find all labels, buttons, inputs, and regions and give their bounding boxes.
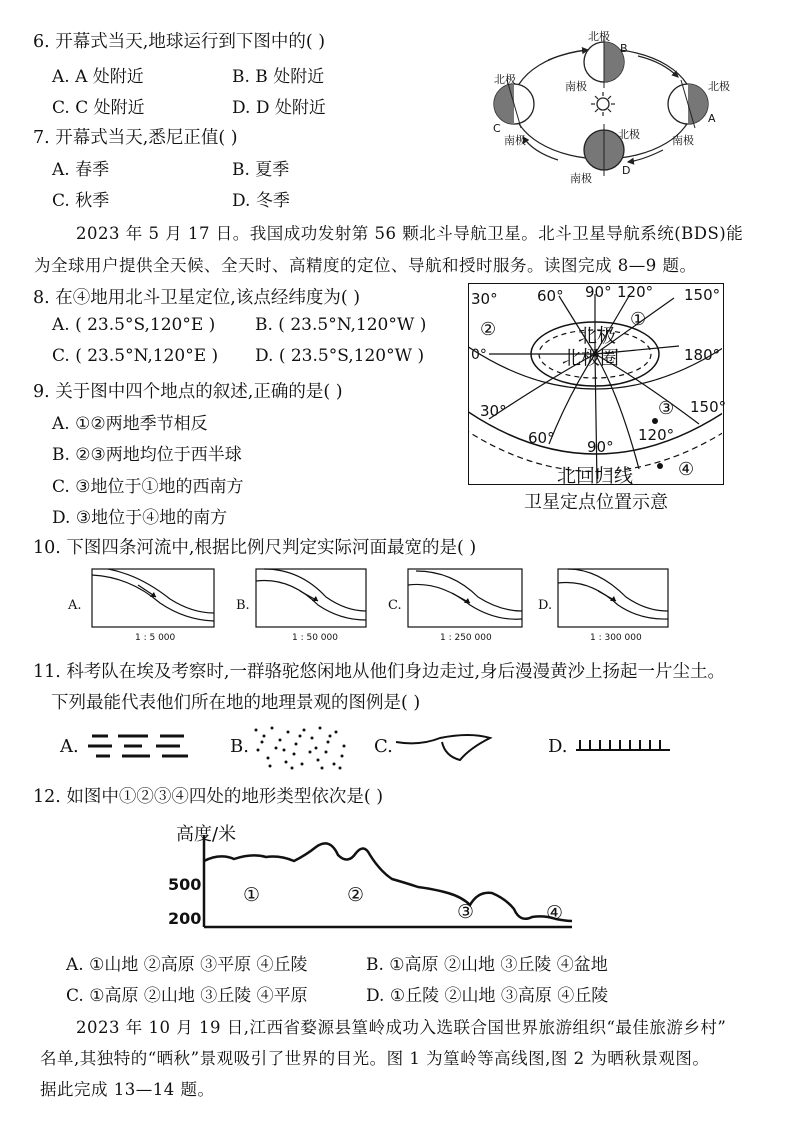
sat-lon-bottom-90: 90°: [587, 438, 614, 456]
q12-option-a[interactable]: A. ①山地 ②高原 ③平原 ④丘陵: [66, 955, 308, 975]
q12-option-c[interactable]: C. ①高原 ②山地 ③丘陵 ④平原: [66, 986, 308, 1006]
q10-scale-c: 1 : 250 000: [440, 633, 492, 643]
q9-option-d[interactable]: D. ③地位于④地的南方: [52, 508, 228, 528]
q10-scale-d: 1 : 300 000: [590, 633, 642, 643]
q8-option-b[interactable]: B. ( 23.5°N,120°W ): [255, 315, 427, 335]
sat-lon-bottom-120: 120°: [638, 426, 675, 444]
q10-letter-c[interactable]: C.: [388, 598, 402, 613]
q12-point-3: ③: [457, 901, 475, 923]
q12-point-2: ②: [347, 884, 365, 906]
q11-stem-line1: 11. 科考队在埃及考察时,一群骆驼悠闲地从他们身边走过,身后漫漫黄沙上扬起一片尘土。: [33, 662, 726, 682]
orbit-label-c: C: [493, 122, 501, 135]
q10-letter-b[interactable]: B.: [236, 598, 250, 613]
sat-arctic-circle: 北极圈: [562, 347, 620, 369]
q12-tick-500: 500: [168, 875, 202, 894]
q9-stem: 9. 关于图中四个地点的叙述,正确的是( ): [33, 382, 343, 402]
sat-point-4: ④: [678, 459, 695, 480]
sat-lon-side-180: 180°: [684, 346, 721, 364]
q6-option-b[interactable]: B. B 处附近: [232, 67, 325, 87]
orbit-north-pole-d: 北极: [618, 128, 640, 141]
q9-option-a[interactable]: A. ①②两地季节相反: [52, 414, 208, 434]
q6-option-c[interactable]: C. C 处附近: [52, 98, 145, 118]
sat-lon-top-90: 90°: [585, 283, 612, 301]
q7-option-c[interactable]: C. 秋季: [52, 191, 110, 211]
orbit-label-a: A: [708, 112, 716, 125]
q12-option-b[interactable]: B. ①高原 ②山地 ③丘陵 ④盆地: [366, 955, 608, 975]
q8-stem: 8. 在④地用北斗卫星定位,该点经纬度为( ): [33, 288, 361, 308]
orbit-south-pole-a: 南极: [672, 134, 694, 147]
sat-point-2: ②: [480, 319, 497, 340]
q12-point-4: ④: [546, 902, 564, 924]
q12-tick-200: 200: [168, 909, 202, 928]
q12-option-d[interactable]: D. ①丘陵 ②山地 ③高原 ④丘陵: [366, 986, 609, 1006]
q10-scale-b: 1 : 50 000: [292, 633, 338, 643]
orbit-south-pole-d: 南极: [570, 172, 592, 185]
q10-stem: 10. 下图四条河流中,根据比例尺判定实际河面最宽的是( ): [33, 538, 477, 558]
sat-point-1: ①: [630, 309, 647, 330]
sand-dots: [255, 727, 346, 770]
sat-tropic-label: 北回归线: [557, 465, 634, 487]
q11-option-b[interactable]: B.: [230, 736, 249, 757]
q7-option-d[interactable]: D. 冬季: [232, 191, 290, 211]
q7-option-b[interactable]: B. 夏季: [232, 160, 290, 180]
intro-13-14-line1: 2023 年 10 月 19 日,江西省婺源县篁岭成功入选联合国世界旅游组织“最佳旅游乡村”: [76, 1018, 727, 1037]
q7-stem: 7. 开幕式当天,悉尼正值( ): [33, 128, 238, 148]
q6-stem: 6. 开幕式当天,地球运行到下图中的( ): [33, 32, 326, 52]
sat-lon-top-60: 60°: [537, 287, 564, 305]
intro-8-9-line1: 2023 年 5 月 17 日。我国成功发射第 56 颗北斗导航卫星。北斗卫星导航系统(BDS)能: [76, 224, 744, 243]
intro-13-14-line3: 据此完成 13—14 题。: [40, 1080, 215, 1099]
landscape-legends: [0, 722, 794, 772]
intro-13-14-line2: 名单,其独特的“晒秋”景观吸引了世界的目光。图 1 为篁岭等高线图,图 2 为晒秋景观图。: [40, 1049, 710, 1068]
q12-y-label: 高度/米: [176, 824, 237, 845]
orbit-north-pole-top: 北极: [588, 30, 610, 43]
orbit-north-pole-c: 北极: [494, 73, 516, 86]
sat-lon-side-0: 0°: [471, 347, 487, 363]
orbit-south-pole-c: 南极: [504, 134, 526, 147]
river-maps: [0, 565, 794, 635]
q10-letter-a[interactable]: A.: [68, 598, 82, 613]
satellite-caption: 卫星定点位置示意: [524, 492, 668, 513]
q11-option-d[interactable]: D.: [548, 736, 568, 757]
sat-lon-top-120: 120°: [617, 283, 654, 301]
q8-option-a[interactable]: A. ( 23.5°S,120°E ): [52, 315, 216, 335]
q11-option-c[interactable]: C.: [374, 736, 393, 757]
q10-scale-a: 1 : 5 000: [135, 633, 176, 643]
q11-stem-line2: 下列最能代表他们所在地的地理景观的图例是( ): [51, 693, 421, 713]
q11-option-a[interactable]: A.: [60, 736, 79, 757]
sat-lon-bottom-60: 60°: [528, 429, 555, 447]
intro-8-9-line2: 为全球用户提供全天候、全天时、高精度的定位、导航和授时服务。读图完成 8—9 题。: [34, 256, 697, 275]
orbit-north-pole-a: 北极: [708, 80, 730, 93]
q8-option-d[interactable]: D. ( 23.5°S,120°W ): [255, 346, 425, 366]
q10-letter-d[interactable]: D.: [538, 598, 553, 613]
sat-north-pole: 北极: [578, 325, 617, 347]
orbit-south-pole-b: 南极: [565, 80, 587, 93]
q12-stem: 12. 如图中①②③④四处的地形类型依次是( ): [33, 787, 384, 807]
orbit-label-b: B: [620, 42, 628, 55]
sat-lon-top-30: 30°: [471, 290, 498, 308]
sat-lon-top-150: 150°: [684, 286, 721, 304]
earth-orbit-figure: [488, 22, 718, 187]
q7-option-a[interactable]: A. 春季: [52, 160, 110, 180]
sat-lon-bottom-150: 150°: [690, 398, 727, 416]
sat-point-3: ③: [658, 398, 675, 419]
sat-lon-bottom-30: 30°: [480, 402, 507, 420]
q6-option-d[interactable]: D. D 处附近: [232, 98, 326, 118]
q12-point-1: ①: [243, 884, 261, 906]
q9-option-b[interactable]: B. ②③两地均位于西半球: [52, 445, 242, 465]
q8-option-c[interactable]: C. ( 23.5°N,120°E ): [52, 346, 219, 366]
orbit-label-d: D: [622, 164, 631, 177]
q6-option-a[interactable]: A. A 处附近: [52, 67, 144, 87]
q9-option-c[interactable]: C. ③地位于①地的西南方: [52, 477, 244, 497]
